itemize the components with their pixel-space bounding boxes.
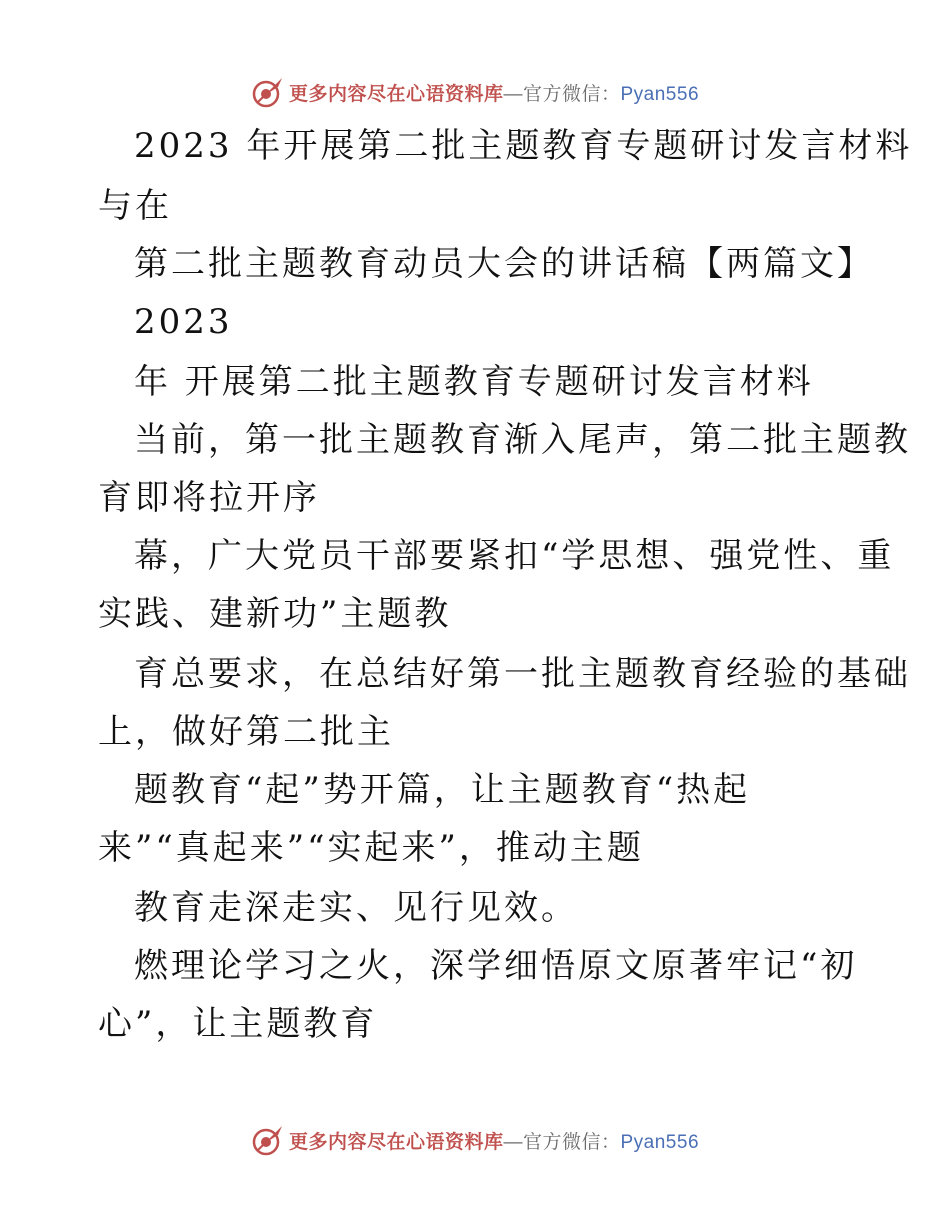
text-line: 第二批主题教育动员大会的讲话稿【两篇文】: [134, 244, 874, 284]
text-line: 育即将拉开序: [98, 478, 320, 518]
text-line: 2023: [134, 302, 233, 342]
text-line: 实践、建新功”主题教: [98, 594, 452, 634]
watermark-dash: —: [503, 1131, 523, 1153]
footer-watermark: [0, 1120, 950, 1160]
text-line: 教育走深走实、见行见效。: [134, 888, 578, 928]
text-line: 年 开展第二批主题教育专题研讨发言材料: [134, 362, 814, 402]
watermark-site-text: 更多内容尽在心语资料库: [288, 1131, 504, 1153]
text-line: 题教育“起”势开篇，让主题教育“热起: [134, 770, 751, 810]
watermark-label: 官方微信：: [522, 83, 621, 105]
watermark-dash: —: [503, 83, 523, 105]
text-line: 育总要求，在总结好第一批主题教育经验的基础: [134, 654, 911, 694]
quill-logo-icon: [251, 75, 285, 109]
text-line: 与在: [98, 186, 172, 226]
header-watermark: [0, 72, 950, 112]
text-line: 上，做好第二批主: [98, 712, 394, 752]
text-line: 幕，广大党员干部要紧扣“学思想、强党性、重: [134, 536, 895, 576]
text-line: 燃理论学习之火，深学细悟原文原著牢记“初: [134, 946, 858, 986]
watermark-site-text: 更多内容尽在心语资料库: [288, 83, 504, 105]
quill-logo-icon: [251, 1123, 285, 1157]
text-line: 来”“真起来”“实起来”，推动主题: [98, 828, 644, 868]
watermark-wechat-id: Pyan556: [620, 83, 700, 105]
watermark-wechat-id: Pyan556: [620, 1131, 700, 1153]
text-line: 2023 年开展第二批主题教育专题研讨发言材料: [134, 126, 913, 166]
text-line: 心”，让主题教育: [98, 1004, 378, 1044]
watermark-label: 官方微信：: [522, 1131, 621, 1153]
text-line: 当前，第一批主题教育渐入尾声，第二批主题教: [134, 420, 911, 460]
